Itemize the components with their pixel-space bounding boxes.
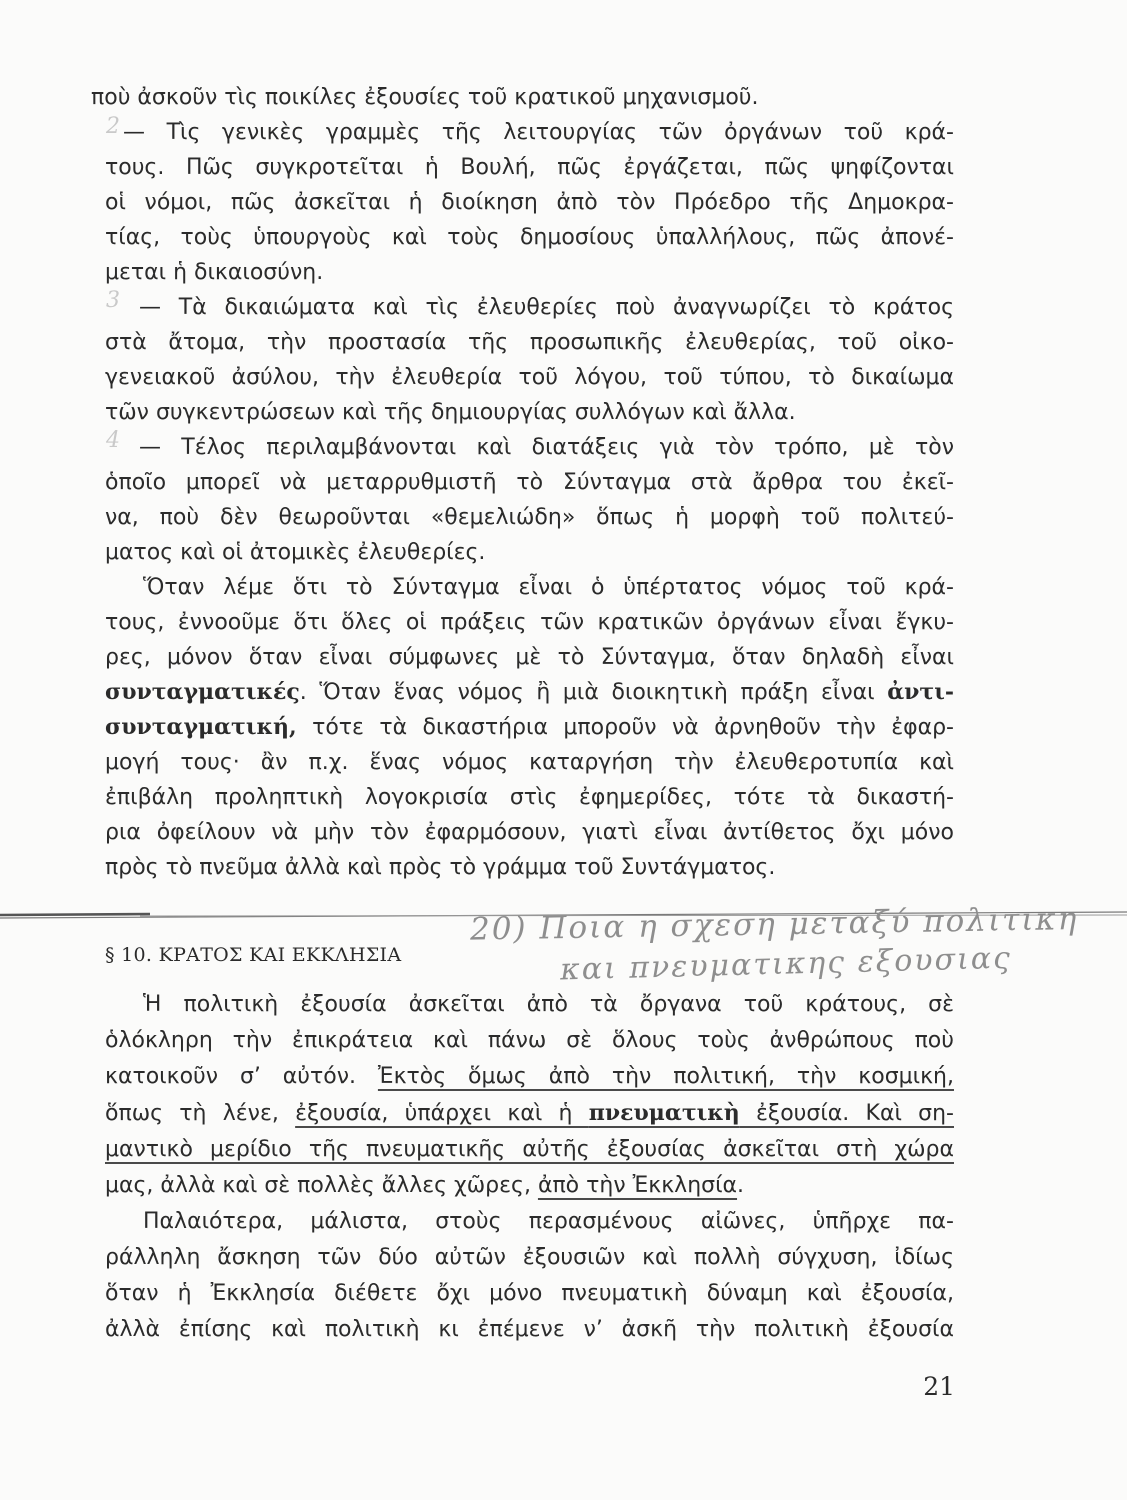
text-line: συνταγματικές. Ὅταν ἕνας νόμος ἢ μιὰ διοικητικὴ πράξη εἶναι ἀντι- <box>105 679 954 705</box>
margin-mark: 2 <box>106 114 120 139</box>
text-line: ἐπιβάλη προληπτικὴ λογοκρισία στὶς ἐφημερίδες, τότε τὰ δικαστή- <box>105 785 954 810</box>
text-line: Ὅταν λέμε ὅτι τὸ Σύνταγμα εἶναι ὁ ὑπέρτατος νόμος τοῦ κρά- <box>143 575 954 600</box>
text-line: να, ποὺ δὲν θεωροῦνται «θεμελιώδη» ὅπως ἡ μορφὴ τοῦ πολιτεύ- <box>105 505 954 530</box>
text-line: στὰ ἄτομα, τὴν προστασία τῆς προσωπικῆς ἐλευθερίας, τοῦ οἰκο- <box>105 330 954 355</box>
upper-text-block <box>91 80 955 885</box>
underlined-text: ἐξουσία. Καὶ ση- <box>739 1101 954 1126</box>
section-text-block <box>105 987 955 1348</box>
text-line: πρὸς τὸ πνεῦμα ἀλλὰ καὶ πρὸς τὸ γράμμα τοῦ Συντάγματος. <box>105 855 776 880</box>
text-line: Ἡ πολιτικὴ ἐξουσία ἀσκεῖται ἀπὸ τὰ ὄργανα τοῦ κράτους, σὲ <box>143 992 954 1017</box>
text-line: ὁποῖο μπορεῖ νὰ μεταρρυθμιστῆ τὸ Σύνταγμα στὰ ἄρθρα του ἐκεῖ- <box>105 470 954 495</box>
text-line: οἱ νόμοι, πῶς ἀσκεῖται ἡ διοίκηση ἀπὸ τὸν Πρόεδρο τῆς Δημοκρα- <box>105 190 954 215</box>
text-line: τους, ἐννοοῦμε ὅτι ὅλες οἱ πράξεις τῶν κρατικῶν ὀργάνων εἶναι ἔγκυ- <box>105 610 954 635</box>
text-line: τους. Πῶς συγκροτεῖται ἡ Βουλή, πῶς ἐργάζεται, πῶς ψηφίζονται <box>105 155 954 180</box>
text-line <box>105 1132 955 1168</box>
underlined-text: ἐξουσία, ὑπάρχει καὶ ἡ <box>295 1101 589 1126</box>
underlined-text: ἀπὸ τὴν Ἐκκλησία <box>537 1173 738 1198</box>
text-line: μας, ἀλλὰ καὶ σὲ πολλὲς ἄλλες χῶρες, ἀπὸ τὴν Ἐκκλησία. <box>105 1173 745 1198</box>
text-line: ποὺ ἀσκοῦν τὶς ποικίλες ἐξουσίες τοῦ κρατικοῦ μηχανισμοῦ. <box>91 85 759 110</box>
handwritten-note: και πνευματικης εξουσιας <box>559 940 1013 988</box>
bold-term: συνταγματική, <box>105 714 297 740</box>
text-line: ὅπως τὴ λένε, ἐξουσία, ὑπάρχει καὶ ἡ πνευματικὴ ἐξουσία. Καὶ ση- <box>105 1100 954 1126</box>
text-line: μεται ἡ δικαιοσύνη. <box>105 260 324 285</box>
underlined-text: μαντικὸ μερίδιο τῆς πνευματικῆς αὐτῆς ἐξουσίας ἀσκεῖται στὴ χώρα <box>105 1137 954 1162</box>
margin-mark: 4 <box>106 428 120 453</box>
text-line: — Τὶς γενικὲς γραμμὲς τῆς λειτουργίας τῶν ὀργάνων τοῦ κρά- <box>123 120 954 145</box>
text-line: συνταγματική, τότε τὰ δικαστήρια μποροῦν νὰ ἀρνηθοῦν τὴν ἐφαρ- <box>105 714 954 740</box>
bold-term: συνταγματικές <box>105 679 300 705</box>
text-line: ρες, μόνον ὅταν εἶναι σύμφωνες μὲ τὸ Σύνταγμα, ὅταν δηλαδὴ εἶναι <box>105 645 954 670</box>
text-line: ράλληλη ἄσκηση τῶν δύο αὐτῶν ἐξουσιῶν καὶ πολλὴ σύγχυση, ἰδίως <box>105 1245 954 1270</box>
text-line: τίας, τοὺς ὑπουργοὺς καὶ τοὺς δημοσίους ὑπαλλήλους, πῶς ἀπονέ- <box>105 225 954 250</box>
text-line: γενειακοῦ ἀσύλου, τὴν ἐλευθερία τοῦ λόγου, τοῦ τύπου, τὸ δικαίωμα <box>105 365 954 390</box>
text-line: τῶν συγκεντρώσεων καὶ τῆς δημιουργίας συλλόγων καὶ ἄλλα. <box>105 400 796 425</box>
page-number: 21 <box>923 1372 955 1401</box>
text-line: — Τὰ δικαιώματα καὶ τὶς ἐλευθερίες ποὺ ἀναγνωρίζει τὸ κράτος <box>139 295 954 320</box>
text-line: μογή τους· ἂν π.χ. ἕνας νόμος καταργήση τὴν ἐλευθεροτυπία καὶ <box>105 750 954 775</box>
underlined-text: Ἐκτὸς ὅμως ἀπὸ τὴν πολιτική, τὴν κοσμική, <box>377 1064 954 1089</box>
bold-term: ἀντι- <box>887 679 954 705</box>
section-heading: § 10. ΚΡΑΤΟΣ ΚΑΙ ΕΚΚΛΗΣΙΑ <box>105 944 402 966</box>
text-line: κατοικοῦν σ’ αὐτόν. Ἐκτὸς ὅμως ἀπὸ τὴν πολιτική, τὴν κοσμική, <box>105 1064 954 1089</box>
text-line: ὅταν ἡ Ἐκκλησία διέθετε ὄχι μόνο πνευματικὴ δύναμη καὶ ἐξουσία, <box>105 1281 954 1306</box>
bold-term: πνευματικὴ <box>588 1100 740 1126</box>
text-line: Παλαιότερα, μάλιστα, στοὺς περασμένους αἰῶνες, ὑπῆρχε πα- <box>143 1209 954 1234</box>
handwritten-note: 20) Ποια η σχεση μεταξύ πολιτικη <box>469 901 1079 948</box>
margin-mark: 3 <box>106 288 120 313</box>
text-line: ἀλλὰ ἐπίσης καὶ πολιτικὴ κι ἐπέμενε ν’ ἀσκῆ τὴν πολιτικὴ ἐξουσία <box>105 1317 954 1342</box>
text-line: ματος καὶ οἱ ἀτομικὲς ἐλευθερίες. <box>105 540 486 565</box>
text-line: ὁλόκληρη τὴν ἐπικράτεια καὶ πάνω σὲ ὅλους τοὺς ἀνθρώπους ποὺ <box>105 1028 954 1053</box>
text-line: ρια ὀφείλουν νὰ μὴν τὸν ἐφαρμόσουν, γιατὶ εἶναι ἀντίθετος ὄχι μόνο <box>105 820 954 845</box>
text-line: — Τέλος περιλαμβάνονται καὶ διατάξεις γιὰ τὸν τρόπο, μὲ τὸν <box>139 435 954 460</box>
